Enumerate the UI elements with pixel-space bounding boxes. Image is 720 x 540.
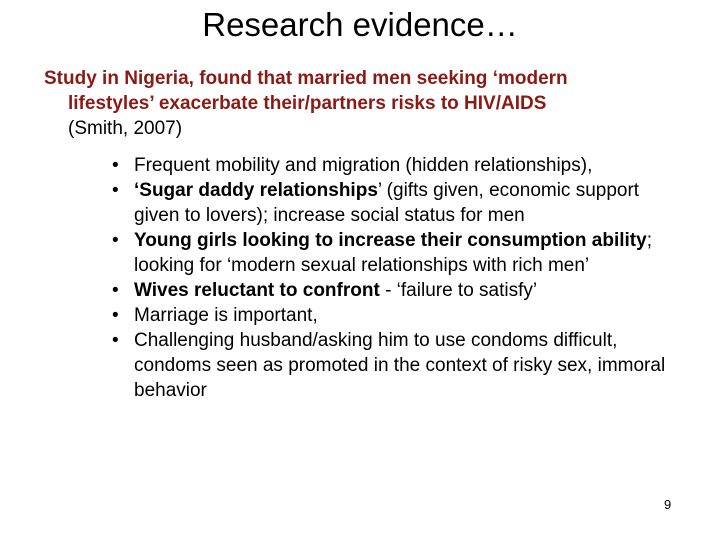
bullet-item — [110, 328, 680, 403]
lead-citation: (Smith, 2007) — [68, 118, 183, 139]
bullet-text: ’ (gifts given, economic support given to lovers); increase social status for men — [134, 180, 640, 226]
bullet-text: Challenging husband/asking him to use condoms difficult, condoms seen as promoted in the context of risky sex, immoral behavior — [134, 330, 666, 401]
bullet-item — [110, 178, 680, 228]
bullet-text: Marriage is important, — [134, 305, 318, 326]
bullet-bold-text: Wives reluctant to confront — [134, 280, 380, 301]
bullet-bold-text: ‘Sugar daddy relationships — [134, 180, 378, 201]
bullet-icon: • — [112, 330, 119, 351]
bullet-icon: • — [112, 155, 119, 176]
bullet-list — [110, 153, 680, 403]
bullet-item — [110, 278, 680, 303]
lead-statement — [44, 66, 694, 141]
bullet-icon: • — [112, 180, 119, 201]
lead-line-2: lifestyles’ exacerbate their/partners risks to HIV/AIDS — [68, 93, 547, 114]
page-number: 9 — [664, 497, 672, 512]
bullet-item — [110, 153, 680, 178]
bullet-icon: • — [112, 230, 119, 251]
bullet-icon: • — [112, 305, 119, 326]
bullet-text: Frequent mobility and migration (hidden relationships), — [134, 155, 593, 176]
bullet-bold-text: Young girls looking to increase their consumption ability — [134, 230, 647, 251]
bullet-icon: • — [112, 280, 119, 301]
bullet-text: - ‘failure to satisfy’ — [379, 280, 538, 301]
bullet-item — [110, 303, 680, 328]
slide-title: Research evidence… — [202, 6, 518, 43]
bullet-text: ; looking for ‘modern sexual relationships with rich men’ — [134, 230, 652, 276]
lead-line-1: Study in Nigeria, found that married men seeking ‘modern — [44, 68, 568, 89]
bullet-item — [110, 228, 680, 278]
